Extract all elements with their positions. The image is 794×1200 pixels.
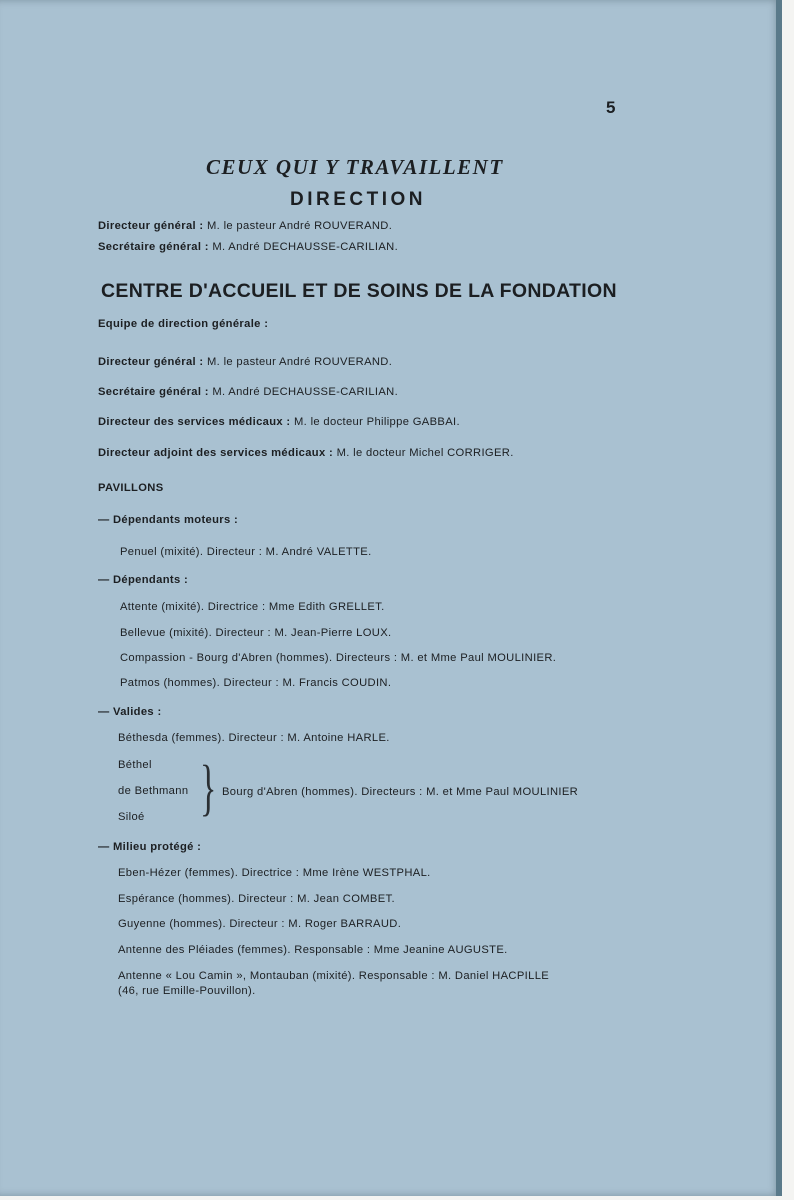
pavillons-heading: [98, 482, 164, 494]
role-text: M. André DECHAUSSE-CARILIAN.: [212, 386, 399, 398]
section-heading-centre: CENTRE D'ACCUEIL ET DE SOINS DE LA FONDATION: [101, 280, 617, 302]
page-number: 5: [606, 98, 616, 117]
list-item-lou-camin: Antenne « Lou Camin », Montauban (mixité). Responsable : M. Daniel HACPILLE: [118, 970, 550, 982]
direction-row-2: [98, 241, 398, 253]
role-label: Directeur des services médicaux :: [98, 416, 291, 428]
group-text: Bourg d'Abren (hommes). Directeurs : M. et Mme Paul MOULINIER: [222, 786, 579, 798]
role-label: Secrétaire général :: [98, 241, 209, 253]
group-name-bethmann: de Bethmann: [118, 785, 189, 797]
list-item: Patmos (hommes). Directeur : M. Francis COUDIN.: [120, 677, 392, 689]
subsection-valides: [98, 706, 162, 718]
group-name-siloe: Siloé: [118, 811, 145, 823]
subsection-label: — Milieu protégé :: [98, 841, 202, 853]
role-text: M. le pasteur André ROUVERAND.: [206, 356, 393, 368]
pavillons-heading-text: PAVILLONS: [98, 482, 164, 494]
list-item: Attente (mixité). Directrice : Mme Edith GRELLET.: [120, 601, 385, 613]
group-name-bethel: Béthel: [118, 759, 152, 771]
list-item: Penuel (mixité). Directeur : M. André VALETTE.: [120, 546, 372, 558]
subsection-dependants: [98, 574, 188, 586]
team-label-text: Equipe de direction générale :: [98, 318, 269, 330]
list-item: Compassion - Bourg d'Abren (hommes). Directeurs : M. et Mme Paul MOULINIER.: [120, 652, 557, 664]
team-label: [98, 318, 268, 330]
role-text: M. le pasteur André ROUVERAND.: [206, 220, 393, 232]
list-item: Guyenne (hommes). Directeur : M. Roger BARRAUD.: [118, 918, 402, 930]
section-heading-direction: DIRECTION: [290, 189, 426, 210]
list-item: Bellevue (mixité). Directeur : M. Jean-Pierre LOUX.: [120, 627, 392, 639]
list-item: Espérance (hommes). Directeur : M. Jean COMBET.: [118, 893, 395, 905]
centre-row-2: [98, 386, 398, 398]
subsection-milieu-protege: [98, 841, 201, 853]
centre-row-1: [98, 356, 392, 368]
role-label: Directeur adjoint des services médicaux :: [98, 447, 334, 459]
role-text: M. le docteur Michel CORRIGER.: [336, 447, 514, 459]
role-text: M. le docteur Philippe GABBAI.: [293, 416, 460, 428]
subsection-label: — Dépendants :: [98, 574, 189, 586]
centre-row-3: [98, 416, 460, 428]
list-item: Antenne des Pléiades (femmes). Responsable : Mme Jeanine AUGUSTE.: [118, 944, 508, 956]
role-label: Directeur général :: [98, 356, 204, 368]
subsection-dependants-moteurs: [98, 514, 238, 526]
brace-icon: }: [200, 754, 217, 822]
centre-row-4: [98, 447, 514, 459]
role-text: M. André DECHAUSSE-CARILIAN.: [212, 241, 399, 253]
list-item-lou-camin-address: (46, rue Emille-Pouvillon).: [118, 985, 256, 997]
role-label: Secrétaire général :: [98, 386, 209, 398]
subsection-label: — Valides :: [98, 706, 162, 718]
list-item: Eben-Hézer (femmes). Directrice : Mme Irène WESTPHAL.: [118, 867, 431, 879]
subsection-label: — Dépendants moteurs :: [98, 514, 239, 526]
direction-row-1: [98, 220, 392, 232]
role-label: Directeur général :: [98, 220, 204, 232]
page-spine-edge: [776, 0, 782, 1196]
list-item: Béthesda (femmes). Directeur : M. Antoine HARLE.: [118, 732, 390, 744]
page-title: CEUX QUI Y TRAVAILLENT: [206, 155, 504, 179]
